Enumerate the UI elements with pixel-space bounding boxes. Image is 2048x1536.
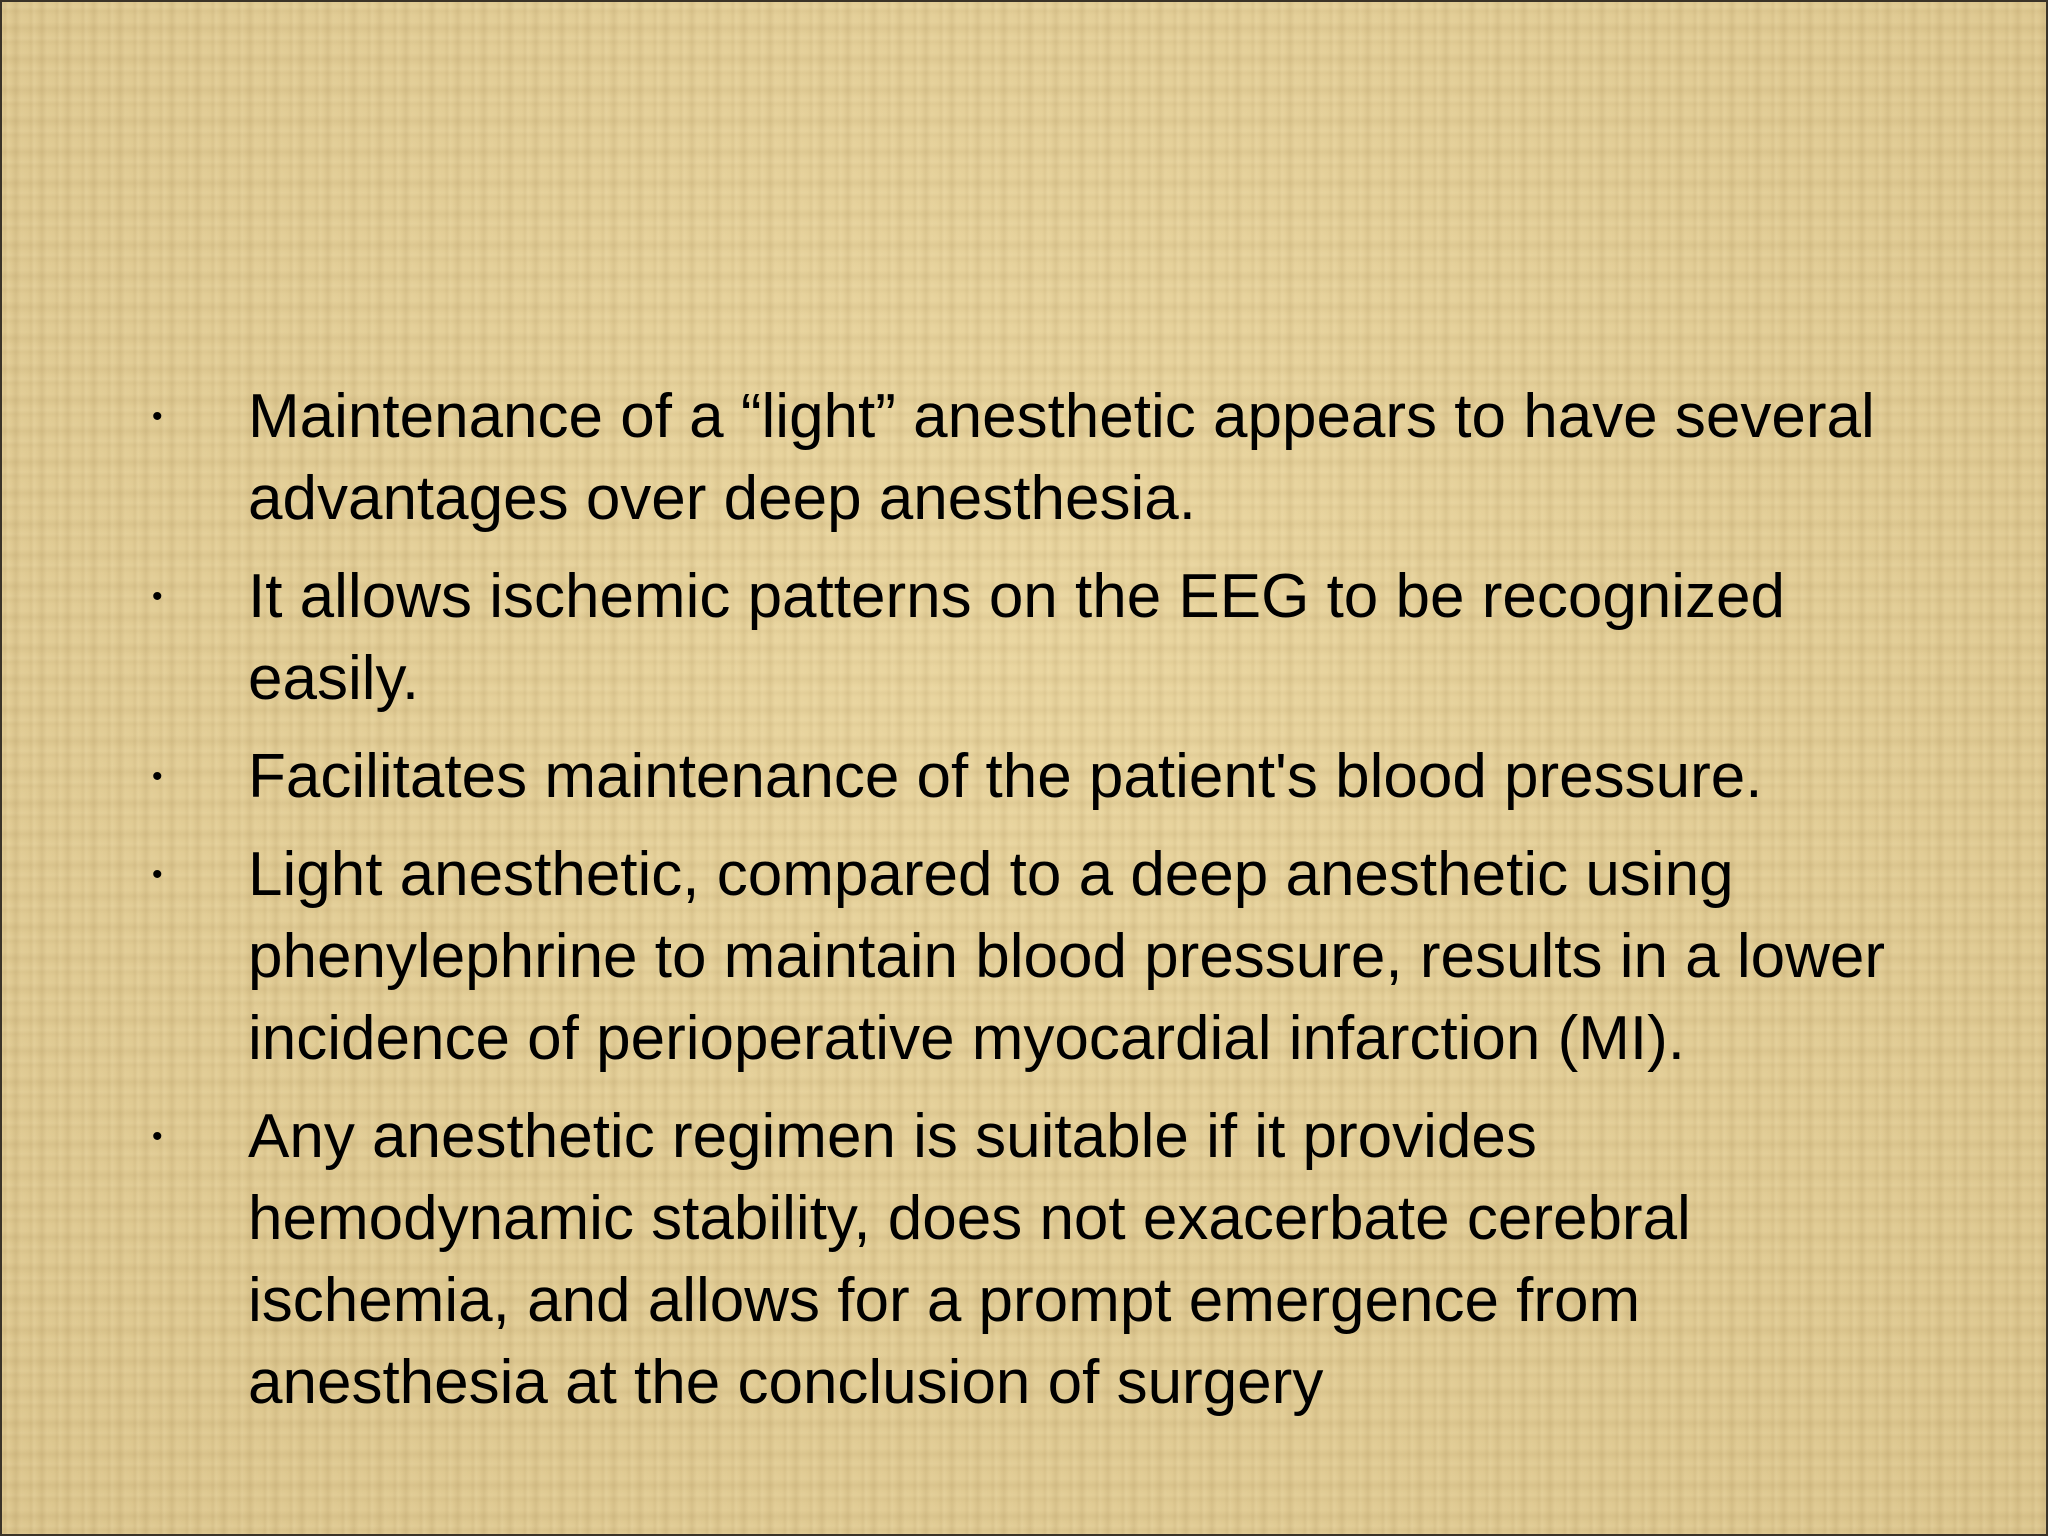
bullet-item xyxy=(152,1096,1932,1424)
bullet-icon: • xyxy=(152,760,163,793)
bullet-text: Light anesthetic, compared to a deep anesthetic using phenylephrine to maintain blood pressure, results in a lower incidence of perioperative myocardial infarction (MI). xyxy=(248,840,1886,1073)
bullet-text: Maintenance of a “light” anesthetic appears to have several advantages over deep anesthesia. xyxy=(248,382,1875,533)
bullet-item xyxy=(152,736,1932,818)
bullet-item xyxy=(152,376,1932,540)
bullet-item xyxy=(152,834,1932,1080)
bullet-item xyxy=(152,556,1932,720)
bullet-text: Facilitates maintenance of the patient's blood pressure. xyxy=(248,742,1763,811)
bullet-icon: • xyxy=(152,580,163,613)
bullet-text: It allows ischemic patterns on the EEG to be recognized easily. xyxy=(248,562,1786,713)
bullet-text: Any anesthetic regimen is suitable if it provides hemodynamic stability, does not exacerbate cerebral ischemia, and allows for a prompt emergence from anesthesia at the conclusion of surgery xyxy=(248,1102,1691,1417)
bullet-icon: • xyxy=(152,1120,163,1153)
bullet-icon: • xyxy=(152,400,163,433)
bullet-icon: • xyxy=(152,858,163,891)
bullet-list xyxy=(152,376,1932,1440)
